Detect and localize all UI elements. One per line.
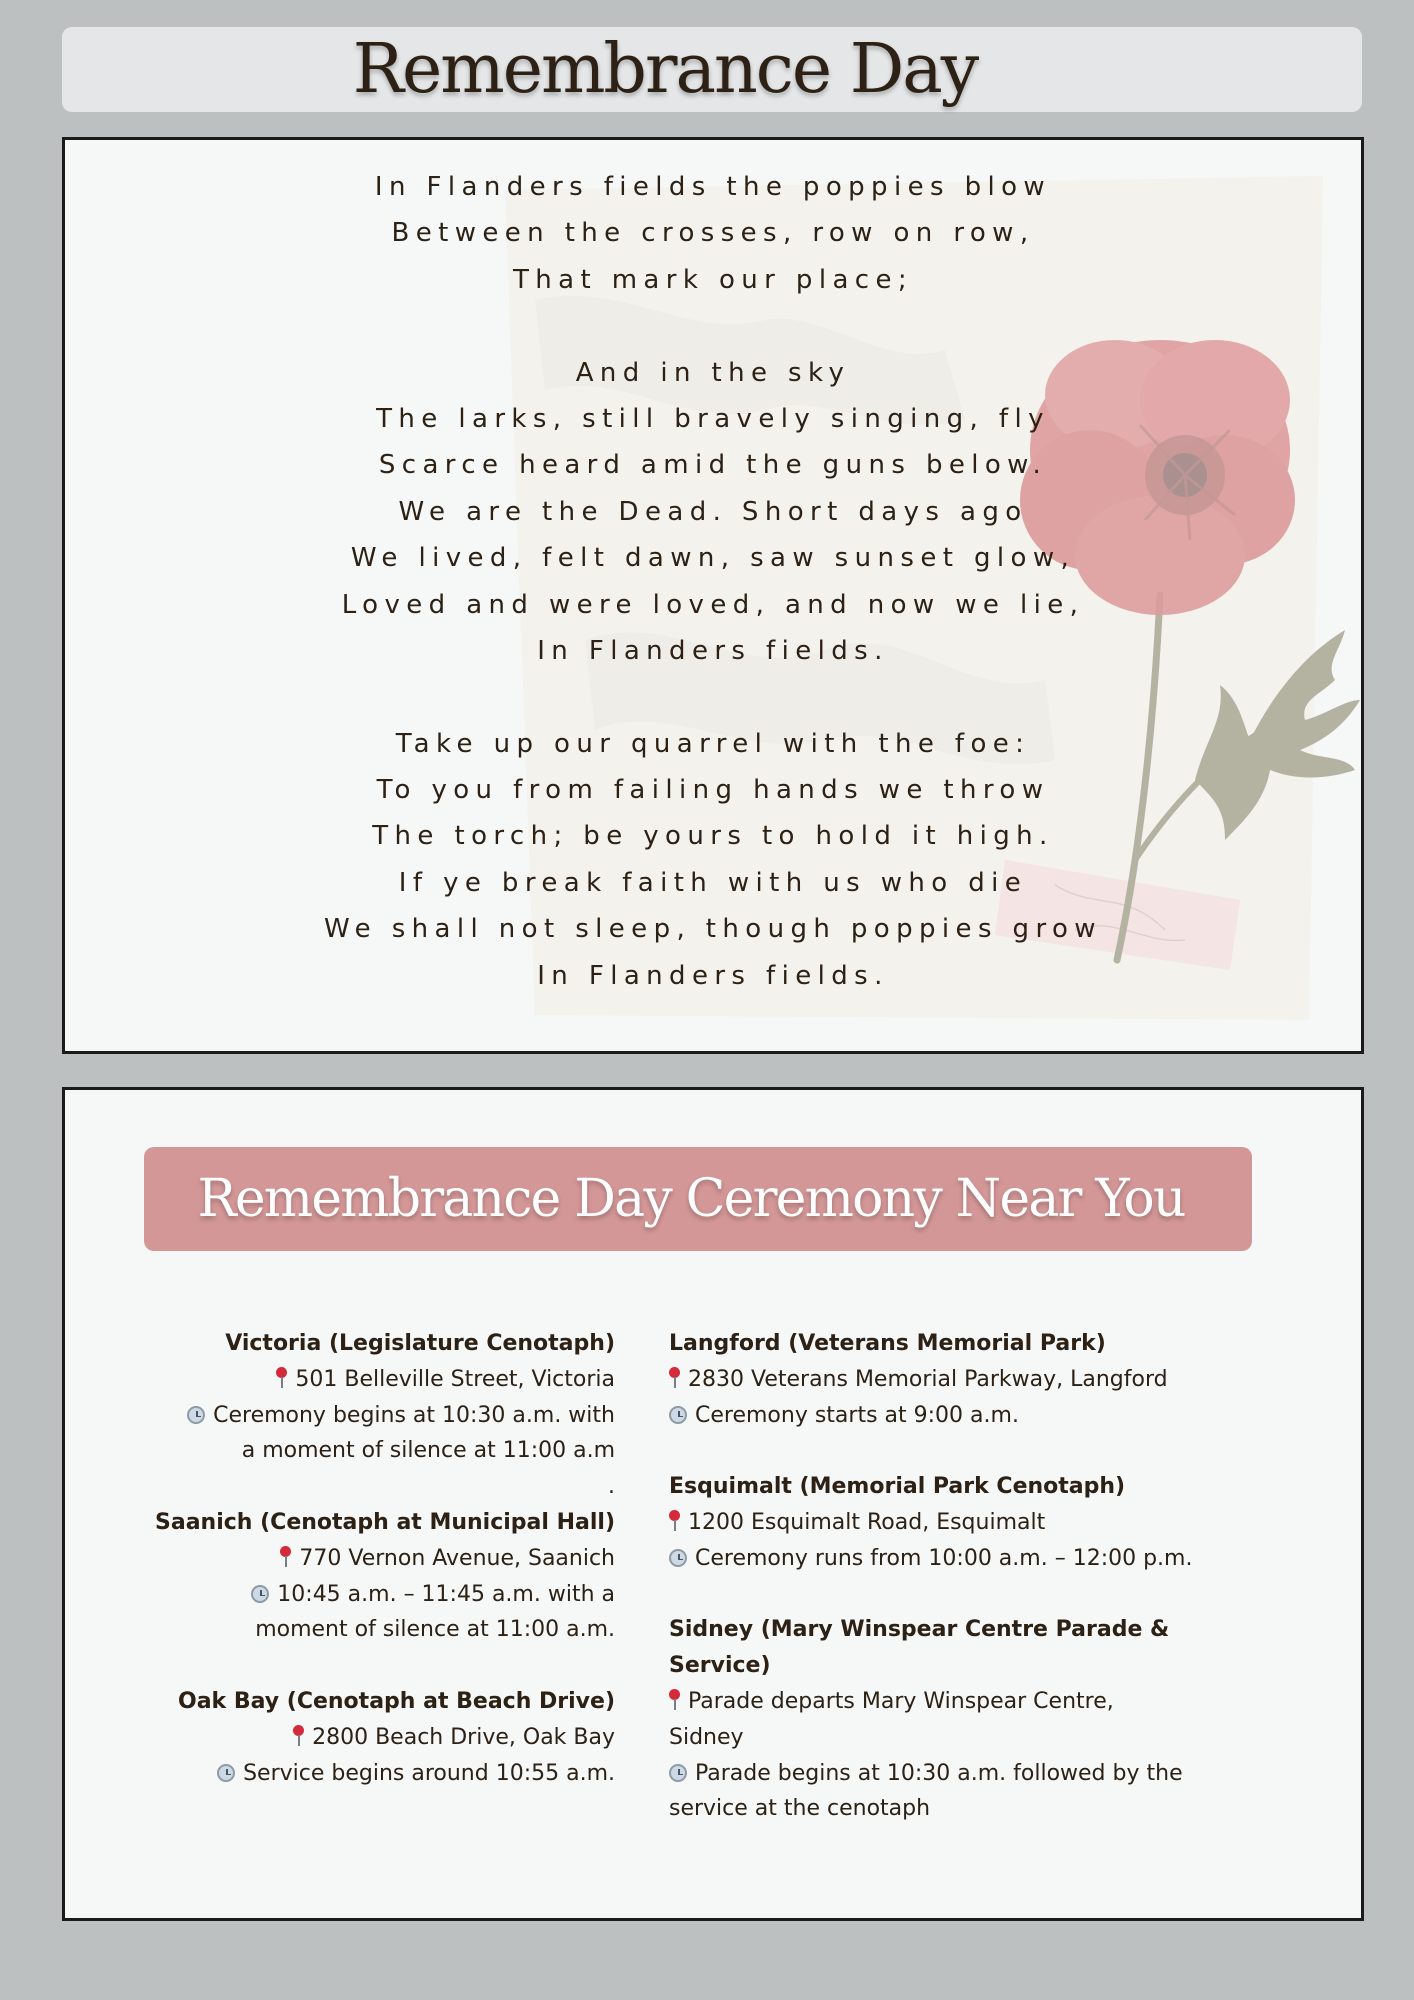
poem-line: Loved and were loved, and now we lie, xyxy=(341,589,1085,620)
venue-time-continued: moment of silence at 11:00 a.m. xyxy=(255,1617,615,1643)
venue-time xyxy=(669,1541,1229,1577)
map-pin-icon xyxy=(293,1725,304,1747)
venue-esquimalt xyxy=(669,1469,1229,1576)
poem-line: And in the sky xyxy=(575,357,851,388)
time-text: Ceremony starts at 9:00 a.m. xyxy=(695,1402,1019,1428)
poem-line: In Flanders fields. xyxy=(537,960,889,991)
venue-address xyxy=(131,1720,615,1756)
map-pin-icon xyxy=(280,1546,291,1568)
venue-langford xyxy=(669,1326,1229,1433)
time-text: Ceremony begins at 10:30 a.m. with xyxy=(213,1402,615,1428)
ceremony-banner xyxy=(144,1147,1252,1251)
venue-victoria xyxy=(131,1326,615,1505)
poem-text xyxy=(65,164,1361,999)
venue-time xyxy=(669,1756,1229,1792)
clock-icon xyxy=(217,1764,235,1782)
address-text: 1200 Esquimalt Road, Esquimalt xyxy=(688,1509,1046,1535)
poem-line: In Flanders fields the poppies blow xyxy=(374,172,1052,202)
venue-address-continued: Sidney xyxy=(669,1724,744,1750)
stanza-break xyxy=(65,303,1361,349)
venue-time xyxy=(669,1398,1229,1434)
clock-icon xyxy=(669,1406,687,1424)
venue-time xyxy=(131,1398,615,1434)
poem-line: To you from failing hands we throw xyxy=(376,775,1050,806)
map-pin-icon xyxy=(669,1510,680,1532)
stanza-break xyxy=(65,674,1361,720)
time-text: Ceremony runs from 10:00 a.m. – 12:00 p.m. xyxy=(695,1545,1193,1571)
poem-line: Between the crosses, row on row, xyxy=(391,218,1035,249)
venue-time-continued: a moment of silence at 11:00 a.m xyxy=(241,1438,615,1464)
poem-line: We are the Dead. Short days ago xyxy=(398,496,1028,527)
map-pin-icon xyxy=(669,1689,680,1711)
poem-line: We shall not sleep, though poppies grow xyxy=(324,914,1102,945)
venue-name: Langford (Veterans Memorial Park) xyxy=(669,1331,1106,1356)
venue-time-continued: service at the cenotaph xyxy=(669,1796,931,1822)
address-text: 2800 Beach Drive, Oak Bay xyxy=(312,1724,615,1750)
poem-line: The larks, still bravely singing, fly xyxy=(376,403,1050,434)
poem-line: Take up our quarrel with the foe: xyxy=(395,728,1031,759)
venue-sidney xyxy=(669,1612,1229,1827)
venue-name: Esquimalt (Memorial Park Cenotaph) xyxy=(669,1474,1126,1500)
poem-line: If ye break faith with us who die xyxy=(398,867,1028,898)
ceremony-column-left xyxy=(131,1326,615,1827)
poem-line: We lived, felt dawn, saw sunset glow, xyxy=(350,543,1076,574)
venue-time xyxy=(131,1577,615,1613)
address-text: 501 Belleville Street, Victoria xyxy=(295,1366,615,1392)
ceremony-heading: Remembrance Day Ceremony Near You xyxy=(197,1169,1185,1229)
poem-panel xyxy=(62,137,1364,1054)
venue-name: Sidney (Mary Winspear Centre Parade & xyxy=(669,1617,1170,1643)
venue-address xyxy=(131,1541,615,1577)
clock-icon xyxy=(187,1406,205,1424)
time-text: Service begins around 10:55 a.m. xyxy=(243,1760,615,1786)
time-text: 10:45 a.m. – 11:45 a.m. with a xyxy=(277,1581,615,1607)
map-pin-icon xyxy=(669,1367,680,1389)
venue-name: Oak Bay (Cenotaph at Beach Drive) xyxy=(178,1688,615,1714)
title-bar xyxy=(62,27,1362,112)
clock-icon xyxy=(669,1764,687,1782)
address-text: 770 Vernon Avenue, Saanich xyxy=(299,1545,615,1571)
poem-line: That mark our place; xyxy=(512,264,914,295)
address-text: Parade departs Mary Winspear Centre, xyxy=(688,1688,1114,1714)
venue-address xyxy=(669,1684,1229,1720)
poem-line: In Flanders fields. xyxy=(537,635,889,666)
time-text: Parade begins at 10:30 a.m. followed by the xyxy=(695,1760,1183,1786)
venue-oak-bay xyxy=(131,1684,615,1791)
clock-icon xyxy=(669,1549,687,1567)
venue-address xyxy=(669,1505,1229,1541)
venue-time-continued: . xyxy=(608,1474,615,1500)
address-text: 2830 Veterans Memorial Parkway, Langford xyxy=(688,1366,1168,1392)
venue-name-continued: Service) xyxy=(669,1653,771,1679)
ceremony-column-right xyxy=(669,1326,1229,1863)
venue-name: Saanich (Cenotaph at Municipal Hall) xyxy=(155,1509,615,1535)
ceremony-panel xyxy=(62,1087,1364,1921)
venue-saanich xyxy=(131,1505,615,1648)
map-pin-icon xyxy=(276,1367,287,1389)
venue-name: Victoria (Legislature Cenotaph) xyxy=(225,1331,615,1356)
venue-time xyxy=(131,1756,615,1792)
page-title: Remembrance Day xyxy=(352,30,978,109)
venue-address xyxy=(669,1362,1229,1398)
poem-line: Scarce heard amid the guns below. xyxy=(378,450,1048,481)
poem-line: The torch; be yours to hold it high. xyxy=(372,821,1054,852)
venue-address xyxy=(131,1362,615,1398)
clock-icon xyxy=(251,1585,269,1603)
